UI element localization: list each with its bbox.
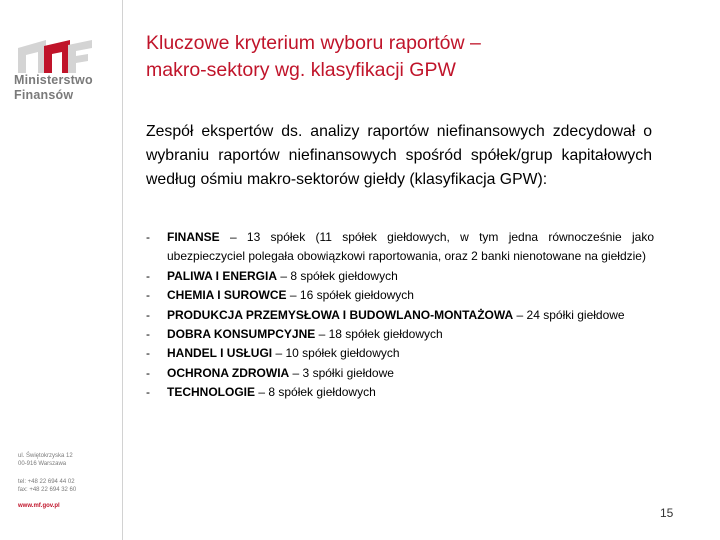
sector-name: HANDEL I USŁUGI [167,346,273,361]
sector-detail: – 8 spółek giełdowych [255,385,376,400]
sector-name: FINANSE [167,230,220,244]
sector-name: CHEMIA I SUROWCE [167,288,287,303]
list-item [146,383,654,402]
slide-title-line-2: makro-sektory wg. klasyfikacji GPW [146,59,456,81]
sector-detail: – 18 spółek giełdowych [315,327,443,342]
dash-marker: - [146,288,150,303]
list-item [146,344,654,363]
dash-marker: - [146,346,150,361]
list-item [146,364,654,383]
sector-name: DOBRA KONSUMPCYJNE [167,327,316,342]
sector-name: OCHRONA ZDROWIA [167,365,290,380]
ministry-logo [14,40,110,103]
sector-detail: – 10 spółek giełdowych [272,346,400,361]
website-link[interactable]: www.mf.gov.pl [18,503,60,509]
dash-marker: - [146,230,150,244]
list-item [146,286,654,305]
sector-detail: – 16 spółek giełdowych [286,288,414,303]
logo-line-1: Ministerstwo [14,73,93,87]
dash-marker: - [146,365,150,380]
phone-number: tel: +48 22 694 44 02 [18,479,75,485]
list-item [146,325,654,344]
sidebar [0,0,122,540]
mf-logo-icon [14,40,92,73]
sidebar-divider [122,0,123,540]
sector-list [146,228,654,403]
dash-marker: - [146,268,150,283]
dash-marker: - [146,385,150,400]
sector-detail: – 8 spółek giełdowych [277,268,398,283]
fax-number: fax: +48 22 694 32 60 [18,487,77,493]
intro-paragraph: Zespół ekspertów ds. analizy raportów niefinansowych zdecydował o wybraniu raportów niefinansowych spośród spółek/grup kapitałowych według ośmiu makro-sektorów giełdy (klasyfikacja GPW): [146,123,652,188]
slide-title [146,30,686,84]
slide-title-line-1: Kluczowe kryterium wyboru raportów – [146,32,481,54]
sector-name: PRODUKCJA PRZEMYSŁOWA I BUDOWLANO-MONTAŻOWA [167,307,514,322]
sector-detail: – 3 spółki giełdowe [289,365,394,380]
dash-marker: - [146,327,150,342]
address-city: 00-916 Warszawa [18,461,67,467]
contact-info [18,452,118,510]
logo-line-2: Finansów [14,88,74,102]
sector-detail: – 24 spółki giełdowe [513,307,625,322]
sector-name: TECHNOLOGIE [167,385,256,400]
page-number: 15 [660,506,674,520]
sector-name: PALIWA I ENERGIA [167,268,278,283]
address-street: ul. Świętokrzyska 12 [18,453,73,459]
list-item [146,267,654,286]
list-item [146,228,654,267]
list-item [146,306,654,325]
sector-detail: – 13 spółek (11 spółek giełdowych, w tym jedna równocześnie jako ubezpieczyciel polegała obowiązkowi raportowania, oraz 2 banki nienotowane na giełdzie) [167,230,654,264]
dash-marker: - [146,307,150,322]
